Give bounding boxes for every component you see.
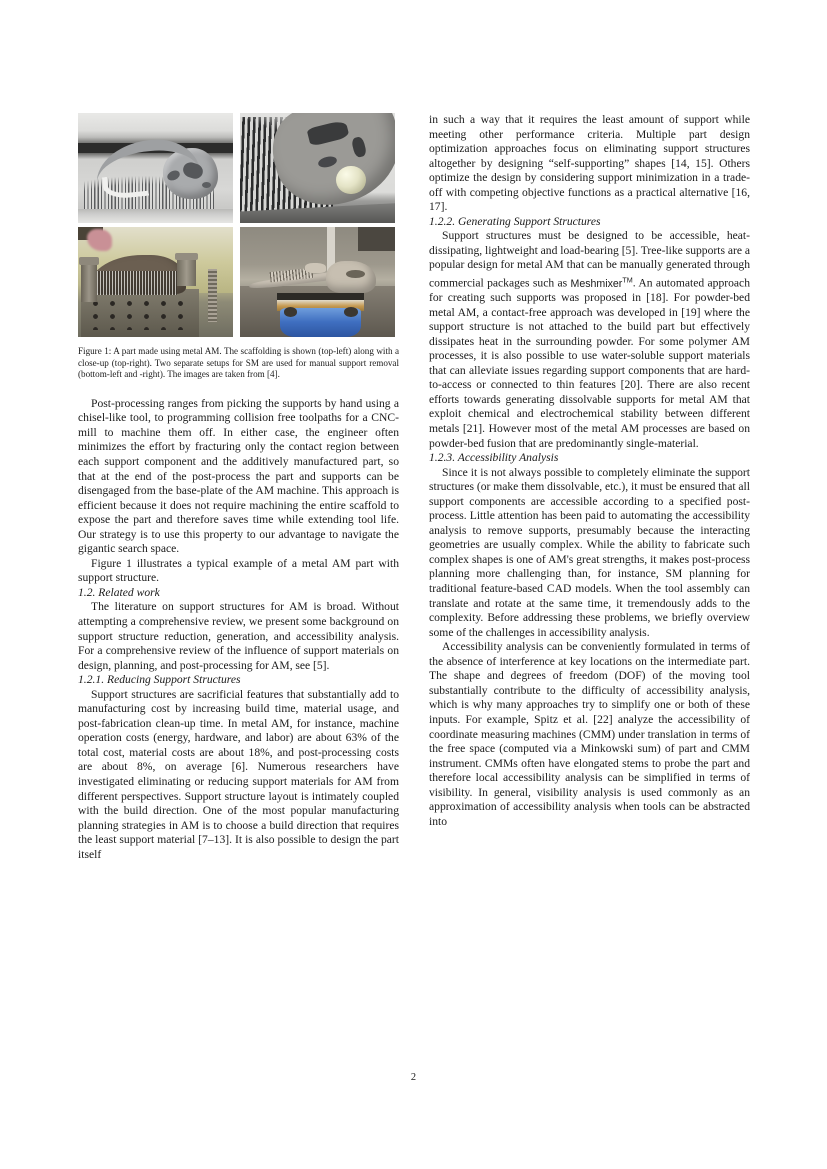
- part-sphere: [336, 166, 365, 195]
- background-shadow: [358, 227, 395, 251]
- clamp-screw: [208, 269, 217, 322]
- page-number: 2: [410, 1072, 417, 1083]
- section-title: Reducing Support Structures: [107, 673, 241, 687]
- clamp-right: [177, 258, 196, 287]
- paragraph: Since it is not always possible to completely eliminate the support structures (or make them dissolvable, etc.), it must be ensured that all support components are accessible according to a specified post-process. Little attention has been paid to automating the accessibility analysis to remove supports, presumably because the interacting geometries are usually complex. While the ability to fabricate such complex shapes is one of AM's great strengths, it makes post-process planning more challenging than, for instance, SM planning for traditional feature-based CAD models. When the tool assembly can translate and rotate at the same time, it tremendously adds to the complexity. Before addressing these problems, we briefly overview some of the challenges in accessibility analysis.: [429, 465, 750, 639]
- figure-image-grid: [78, 113, 399, 337]
- section-number: 1.2.3.: [429, 451, 456, 465]
- section-title: Accessibility Analysis: [457, 451, 559, 465]
- paragraph: Figure 1 illustrates a typical example of a metal AM part with support structure.: [78, 556, 399, 585]
- clamp-left: [81, 262, 97, 302]
- section-heading-1-2-3: [429, 451, 750, 466]
- background-object: [87, 229, 112, 251]
- paragraph: The literature on support structures for AM is broad. Without attempting a comprehensive review, we present some background on support structure reduction, generation, and accessibility analysis. For a comprehensive review of the influence of support materials on design, planning, and post-processing for AM, see [5].: [78, 600, 399, 672]
- figure-caption: Figure 1: A part made using metal AM. The scaffolding is shown (top-left) along with a close-up (top-right). Two separate setups for SM are used for manual support removal (bottom-left and -right). The images are taken from [4].: [78, 346, 399, 380]
- section-number: 1.2.2.: [429, 214, 456, 228]
- paragraph: Post-processing ranges from picking the supports by hand using a chisel-like tool, to programming collision free toolpaths for a CNC-mill to machine them off. In either case, the engineer often minimizes the effort by fracturing only the contact region between each support component and the additively manufactured part, so that at the end of the post-process the part and supports can be disengaged from the base-plate of the AM machine. This approach is efficient because it does not require machining the entire scaffold to expose the part and therefore saves time while extending tool life. Our strategy is to use this property to our advantage to navigate the gigantic search space.: [78, 396, 399, 556]
- trademark-symbol: TM: [622, 275, 633, 285]
- brand-label: Meshmixer: [570, 277, 623, 290]
- paragraph-text-part-2: . An automated approach for creating such supports was proposed in [18]. For powder-bed metal AM, a contact-free approach was developed in [19] where the support structure is not attached to the build part but effectively dissipates heat in the surrounding powder. For some polymer AM processes, it is also possible to use water-soluble support materials that can alleviate issues regarding support components that are hard-to-access or connected to thin features [20]. There are also recent efforts towards generating dissolvable supports for metal AM that exploit chemical and electrochemical stability between different metals [21]. However most of the metal AM processes are based on powder-bed fusion that are predominantly single-material.: [429, 276, 750, 450]
- right-column: [429, 113, 750, 1073]
- fixture-holes: [87, 297, 189, 330]
- support-lattice: [97, 271, 178, 295]
- paragraph: [429, 229, 750, 451]
- paragraph: Accessibility analysis can be conveniently formulated in terms of the absence of interference at key locations on the intermediate part. The shape and degrees of freedom (DOF) of the moving tool substantially contribute to the difficulty of accessibility analysis, which is why many approaches try to simplify one or both of these inputs. For example, Spitz et al. [22] analyze the accessibility of coordinate measuring machines (CMM) under translation in terms of the free space (computed via a Minkowski sum) of part and CMM instrument. CMMs often have elongated stems to probe the part and therefore local accessibility analysis can be simplified in terms of visibility. In general, visibility analysis is used commonly as an approximation of accessibility analysis when tools can be abstracted into: [429, 640, 750, 828]
- photo-bottom-left: [78, 227, 233, 337]
- figure-1: [78, 113, 399, 381]
- brand-name-meshmixer: [570, 275, 633, 290]
- am-part: [249, 260, 376, 297]
- paragraph: Support structures are sacrificial features that substantially add to manufacturing cost by increasing build time, material usage, and post-fabrication clean-up time. In metal AM, for instance, machine operation costs (energy, hardware, and labor) are about 63% of the total cost, material costs are about 18%, and post-processing costs are about 8%, on average [6]. Numerous researchers have investigated eliminating or reducing support materials for AM from different perspectives. Support structure layout is intimately coupled with the build direction. One of the most popular manufacturing planning strategies in AM is to choose a build direction that requires the least support material [7–13]. It is also possible to design the part itself: [78, 687, 399, 861]
- section-heading-1-2-1: [78, 673, 399, 688]
- build-plate: [78, 209, 233, 223]
- section-number: 1.2.: [78, 585, 96, 599]
- two-column-layout: [78, 113, 750, 1073]
- section-heading-1-2: [78, 586, 399, 601]
- paragraph-text-part-1: Support structures must be designed to be accessible, heat-dissipating, lightweight and load-bearing [5]. Tree-like supports are a popular design for metal AM that can be manually generated through commercial packages such as: [429, 229, 750, 290]
- part-knob: [305, 263, 325, 273]
- photo-bottom-right: [240, 227, 395, 337]
- blue-vise: [280, 308, 361, 337]
- section-heading-1-2-2: [429, 215, 750, 230]
- part-hole: [346, 270, 365, 278]
- section-number: 1.2.1.: [78, 673, 105, 687]
- left-column: [78, 113, 399, 1073]
- section-title: Related work: [98, 585, 160, 599]
- photo-top-left: [78, 113, 233, 223]
- section-title: Generating Support Structures: [458, 214, 601, 228]
- photo-top-right: [240, 113, 395, 223]
- paragraph: in such a way that it requires the least amount of support while meeting other performance criteria. Multiple part design optimization approaches focus on eliminating support structures altogether by designing “self-supporting” shapes [14, 15]. Others optimize the design by considering support minimization in a trade-off with competing objective functions as a practical alternative [16, 17].: [429, 113, 750, 214]
